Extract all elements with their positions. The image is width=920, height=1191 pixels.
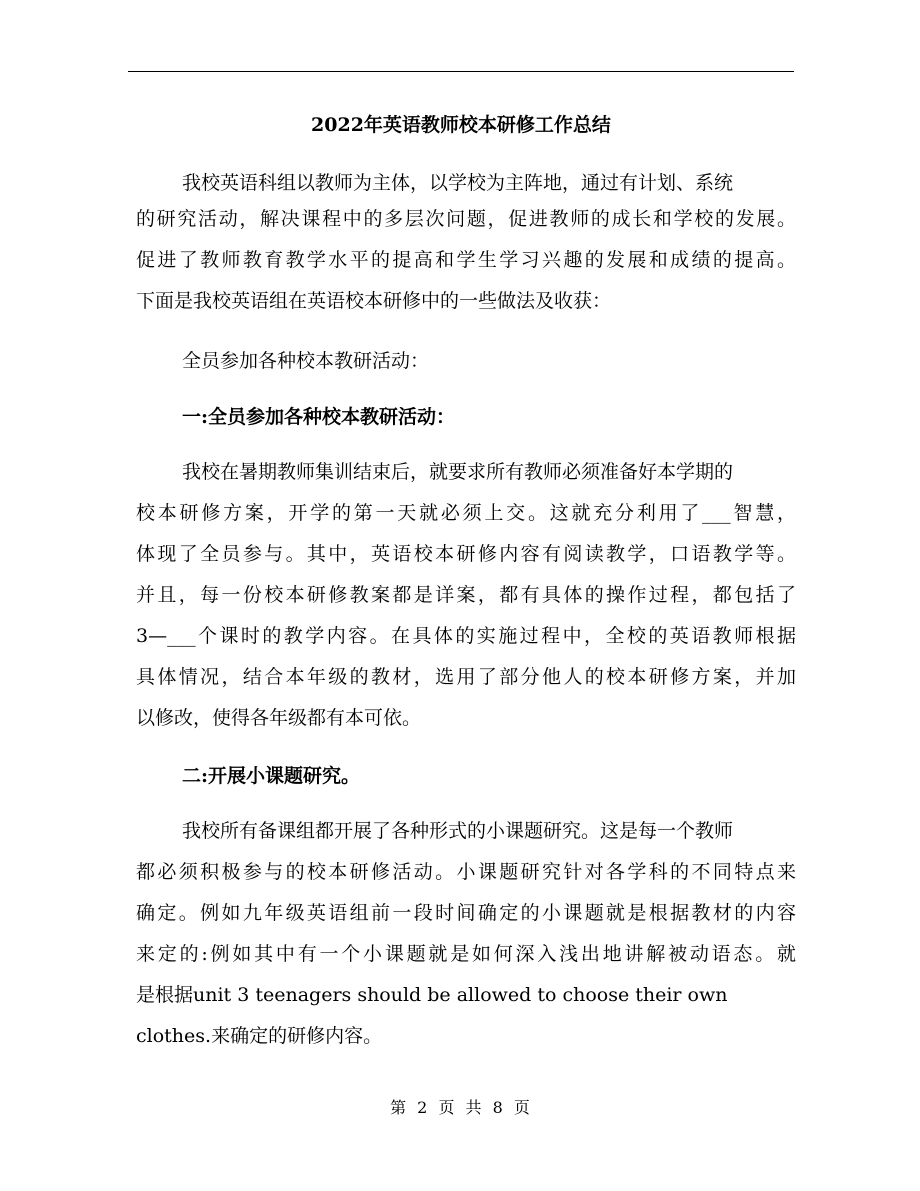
paragraph-line: 我校英语科组以教师为主体，以学校为主阵地，通过有计划、系统 bbox=[182, 172, 734, 194]
paragraph-line: 下面是我校英语组在英语校本研修中的一些做法及收获： bbox=[136, 290, 612, 312]
paragraph-line: 并且，每一份校本研修教案都是详案，都有具体的操作过程，都包括了 bbox=[136, 584, 796, 606]
paragraph-line: 全员参加各种校本教研活动： bbox=[182, 350, 430, 372]
header-rule bbox=[128, 71, 794, 72]
paragraph-line: 促进了教师教育教学水平的提高和学生学习兴趣的发展和成绩的提高。 bbox=[136, 249, 796, 271]
paragraph-line: 具体情况，结合本年级的教材，选用了部分他人的校本研修方案，并加 bbox=[136, 666, 796, 688]
paragraph-line: 校本研修方案，开学的第一天就必须上交。这就充分利用了___智慧， bbox=[136, 502, 796, 524]
paragraph-line: 是根据unit 3 teenagers should be allowed to choose their own bbox=[136, 984, 728, 1006]
paragraph-line: clothes.来确定的研修内容。 bbox=[136, 1025, 383, 1047]
section-heading: 一:全员参加各种校本教研活动： bbox=[182, 406, 456, 428]
paragraph-line: 来定的:例如其中有一个小课题就是如何深入浅出地讲解被动语态。就 bbox=[136, 943, 796, 965]
paragraph-line: 都必须积极参与的校本研修活动。小课题研究针对各学科的不同特点来 bbox=[136, 861, 796, 883]
paragraph-line: 以修改，使得各年级都有本可依。 bbox=[136, 707, 422, 729]
paragraph-line: 的研究活动，解决课程中的多层次问题，促进教师的成长和学校的发展。 bbox=[136, 208, 796, 230]
paragraph-line: 确定。例如九年级英语组前一段时间确定的小课题就是根据教材的内容 bbox=[136, 902, 796, 924]
paragraph-line: 体现了全员参与。其中，英语校本研修内容有阅读教学，口语教学等。 bbox=[136, 543, 796, 565]
paragraph-line: 3—___个课时的教学内容。在具体的实施过程中，全校的英语教师根据 bbox=[136, 625, 796, 647]
paragraph-line: 我校在暑期教师集训结束后，就要求所有教师必须准备好本学期的 bbox=[182, 461, 734, 483]
paragraph-line: 我校所有备课组都开展了各种形式的小课题研究。这是每一个教师 bbox=[182, 820, 734, 842]
document-title: 2022年英语教师校本研修工作总结 bbox=[311, 114, 611, 136]
page-number-footer: 第 2 页 共 8 页 bbox=[390, 1098, 530, 1117]
section-heading: 二:开展小课题研究。 bbox=[182, 765, 361, 787]
